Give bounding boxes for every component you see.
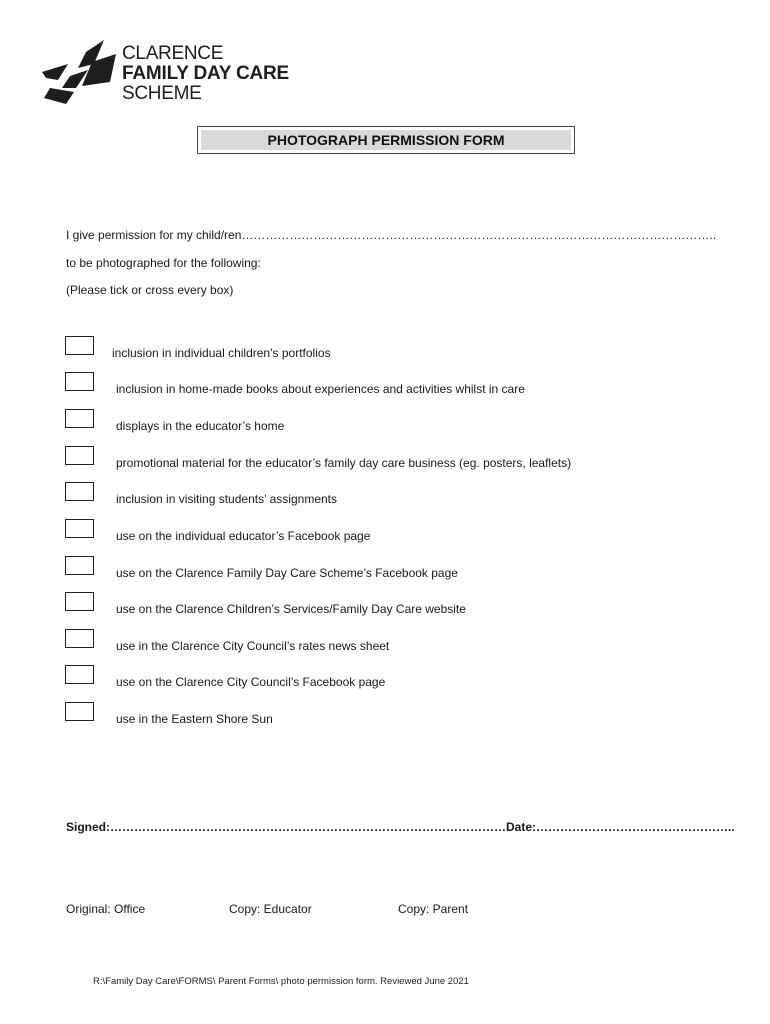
checklist-label: inclusion in visiting students’ assignments bbox=[116, 492, 337, 506]
checkbox-scheme-facebook[interactable] bbox=[65, 556, 94, 575]
checklist-label: use in the Clarence City Council’s rates news sheet bbox=[116, 639, 390, 653]
checklist-label: displays in the educator’s home bbox=[116, 419, 285, 433]
checkbox-promotional[interactable] bbox=[65, 446, 94, 465]
checklist-label: use on the Clarence Family Day Care Scheme’s Facebook page bbox=[116, 566, 458, 580]
checklist-label: use on the individual educator’s Facebook page bbox=[116, 529, 371, 543]
tick-instruction: (Please tick or cross every box) bbox=[66, 283, 234, 297]
clarence-logo-icon bbox=[40, 38, 118, 104]
checklist-label: promotional material for the educator’s family day care business (eg. posters, leaflets) bbox=[116, 456, 572, 470]
logo-wordmark bbox=[122, 44, 289, 103]
checkbox-eastern-shore-sun[interactable] bbox=[65, 702, 94, 721]
form-title-box bbox=[197, 126, 575, 154]
checklist-label: use on the Clarence Children’s Services/Family Day Care website bbox=[116, 602, 466, 616]
checkbox-website[interactable] bbox=[65, 592, 94, 611]
permission-statement: I give permission for my child/ren……………………………………………………………………………………………………….. bbox=[66, 228, 717, 242]
form-title: PHOTOGRAPH PERMISSION FORM bbox=[201, 130, 571, 150]
checkbox-educator-facebook[interactable] bbox=[65, 519, 94, 538]
checkbox-educator-home[interactable] bbox=[65, 409, 94, 428]
copy-parent: Copy: Parent bbox=[398, 902, 469, 916]
logo-line-clarence: CLARENCE bbox=[122, 43, 224, 64]
checklist-label: use on the Clarence City Council’s Facebook page bbox=[116, 675, 386, 689]
checkbox-portfolios[interactable] bbox=[65, 336, 94, 355]
checklist-label: inclusion in individual children’s portfolios bbox=[112, 346, 331, 360]
checklist-label: use in the Eastern Shore Sun bbox=[116, 712, 273, 726]
checklist-label: inclusion in home-made books about experiences and activities whilst in care bbox=[116, 382, 525, 396]
checkbox-students[interactable] bbox=[65, 482, 94, 501]
file-path-footer: R:\Family Day Care\FORMS\ Parent Forms\ photo permission form. Reviewed June 2021 bbox=[93, 976, 469, 987]
signature-date-line[interactable]: Signed:………………………………………………………………………………………Date:………………………………………….. bbox=[66, 820, 735, 834]
checkbox-rates-news[interactable] bbox=[65, 629, 94, 648]
checkbox-home-made-books[interactable] bbox=[65, 372, 94, 391]
logo-line-scheme: SCHEME bbox=[122, 83, 202, 104]
copy-educator: Copy: Educator bbox=[229, 902, 312, 916]
photographed-for-line: to be photographed for the following: bbox=[66, 256, 261, 270]
checkbox-council-facebook[interactable] bbox=[65, 665, 94, 684]
copy-original-office: Original: Office bbox=[66, 902, 146, 916]
logo-line-family-day-care: FAMILY DAY CARE bbox=[122, 63, 289, 84]
